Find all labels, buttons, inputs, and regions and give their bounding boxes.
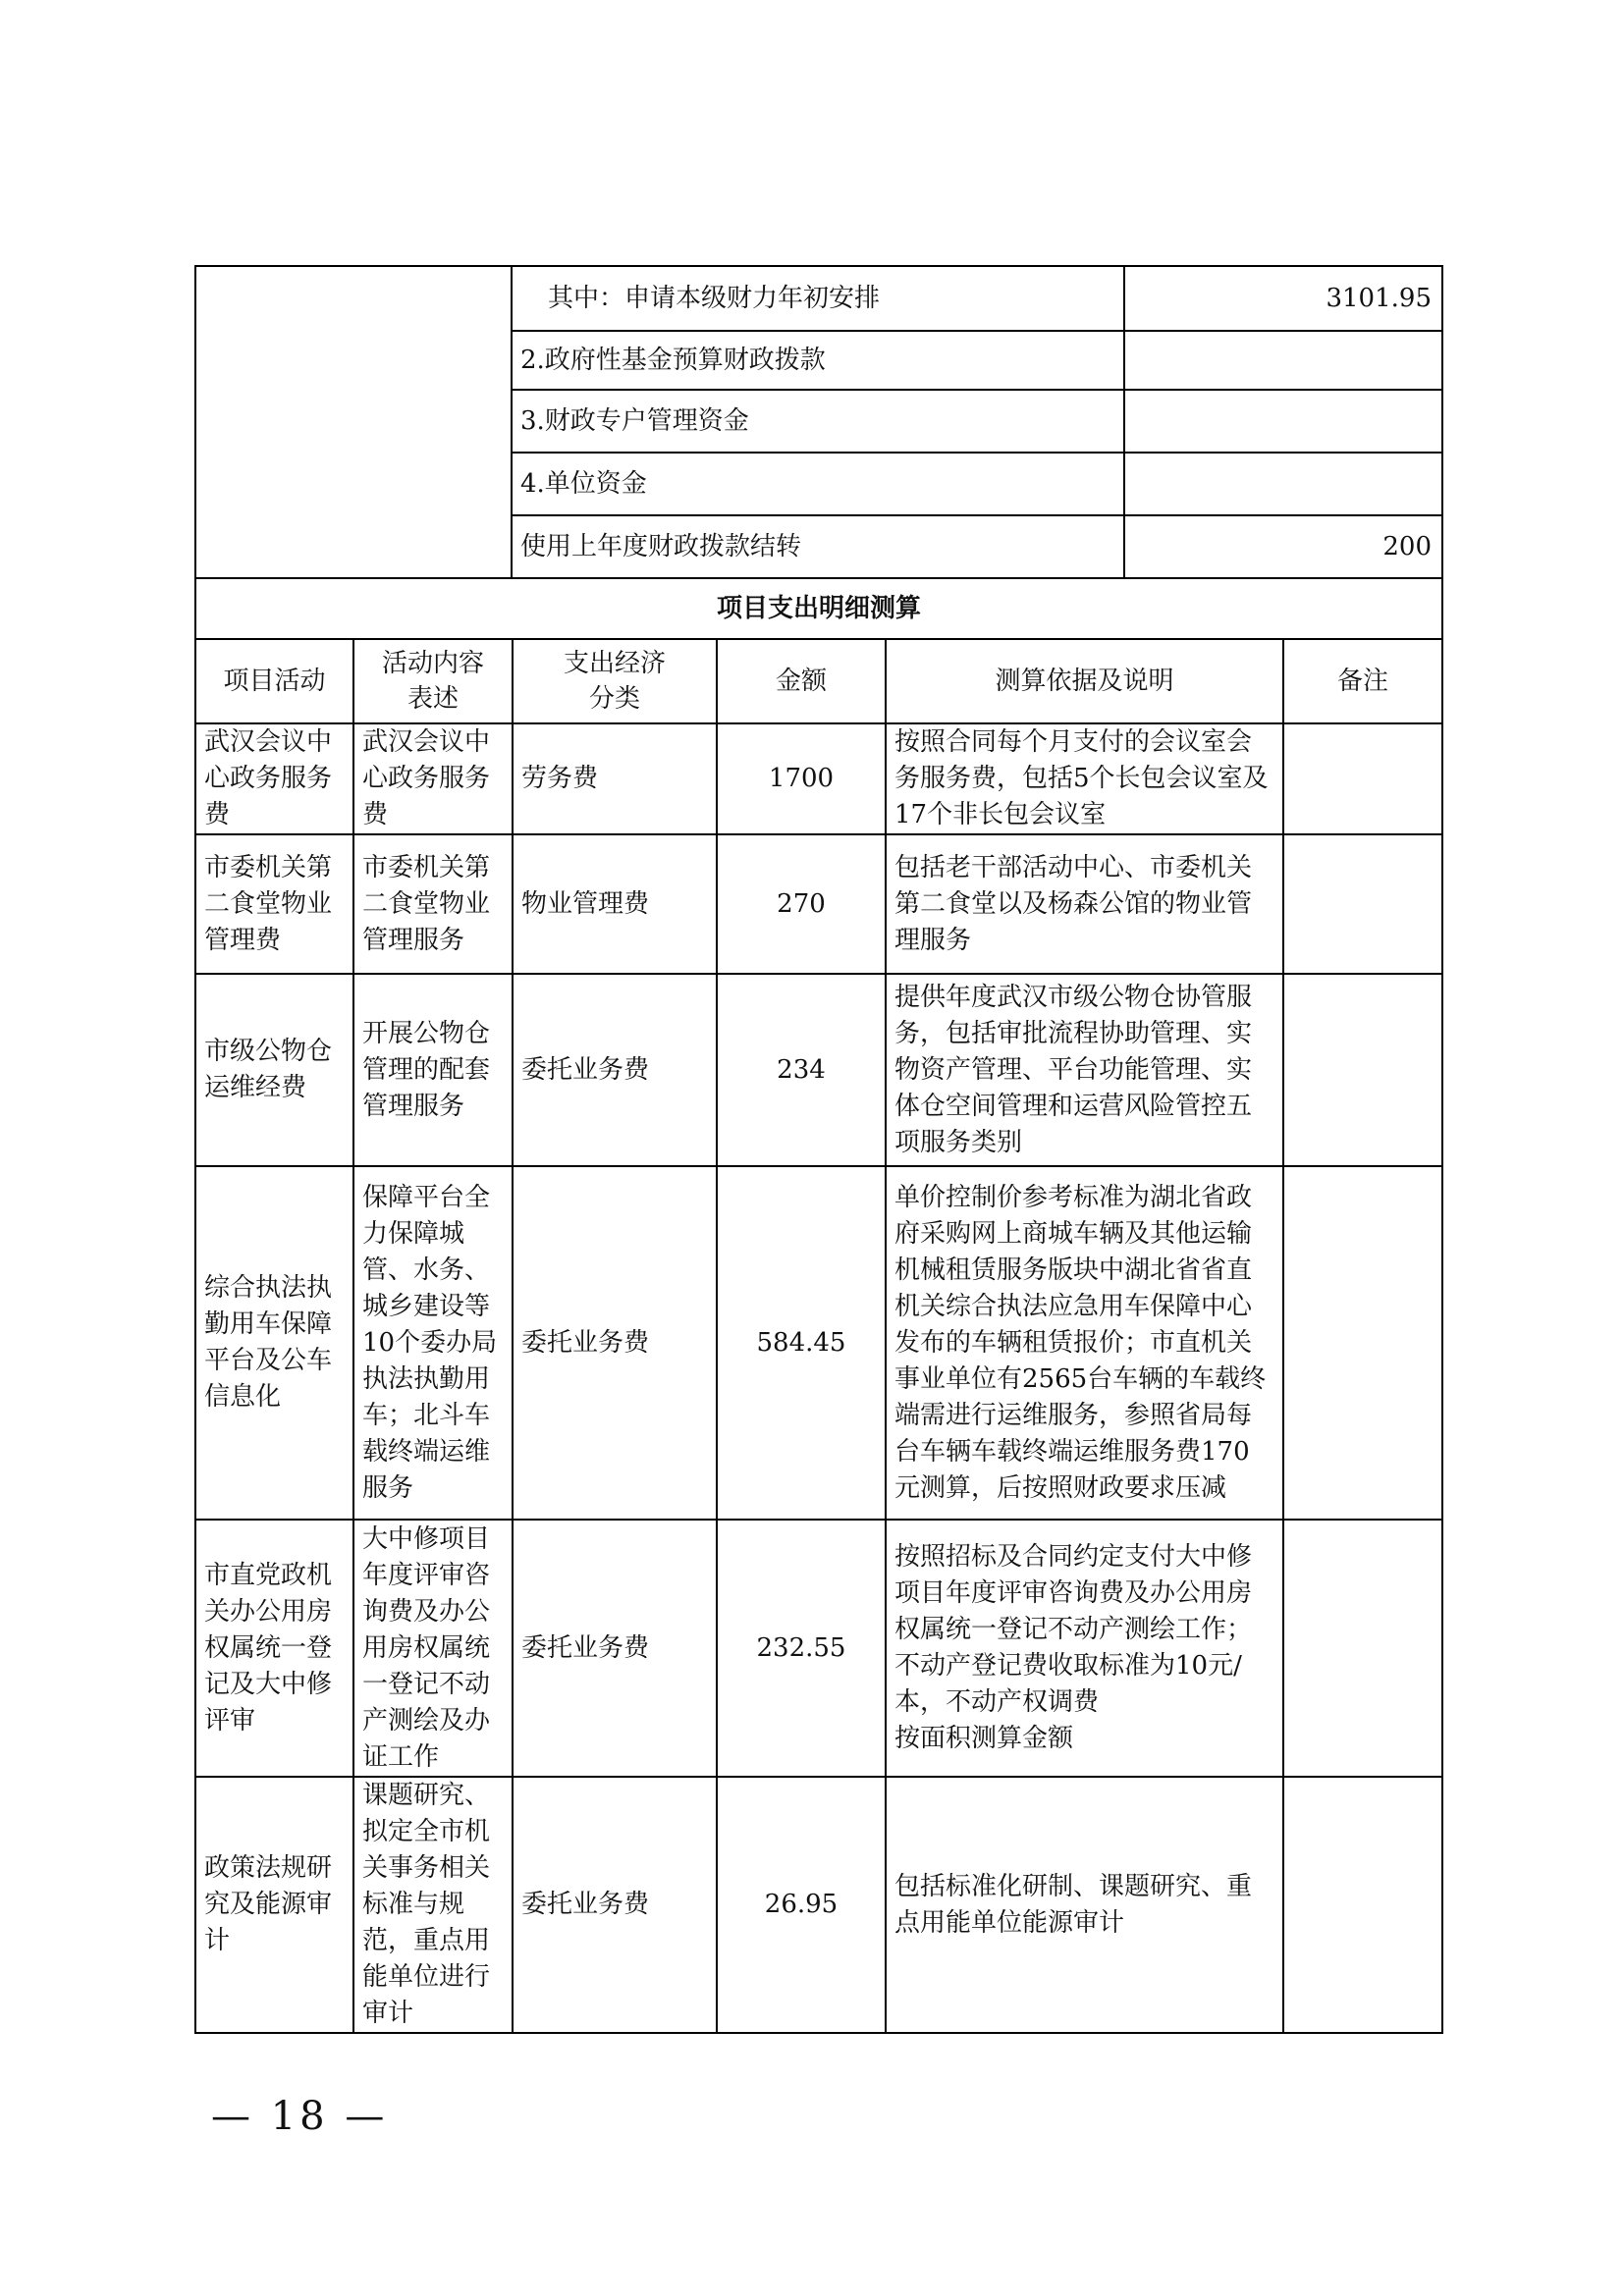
column-header: 测算依据及说明 bbox=[886, 639, 1283, 723]
basis-cell: 按照合同每个月支付的会议室会务服务费，包括5个长包会议室及17个非长包会议室 bbox=[886, 723, 1283, 834]
column-header: 备注 bbox=[1283, 639, 1442, 723]
header-line: 活动内容 bbox=[381, 649, 484, 678]
econ-class-cell: 物业管理费 bbox=[513, 834, 717, 974]
activity-desc-cell: 市委机关第二食堂物业管理服务 bbox=[353, 834, 513, 974]
basis-cell: 包括标准化研制、课题研究、重点用能单位能源审计 bbox=[886, 1777, 1283, 2033]
funding-label: 4.单位资金 bbox=[512, 453, 1124, 515]
amount-cell: 234 bbox=[717, 974, 886, 1166]
column-header: 项目活动 bbox=[195, 639, 353, 723]
econ-class-cell: 委托业务费 bbox=[513, 1777, 717, 2033]
funding-table bbox=[194, 265, 1443, 579]
activity-desc-cell: 武汉会议中心政务服务费 bbox=[353, 723, 513, 834]
page-number: — 18 — bbox=[211, 2094, 389, 2139]
header-row bbox=[195, 639, 1442, 723]
note-cell bbox=[1283, 1166, 1442, 1520]
note-cell bbox=[1283, 974, 1442, 1166]
activity-desc-cell: 大中修项目年度评审咨询费及办公用房权属统一登记不动产测绘及办证工作 bbox=[353, 1520, 513, 1777]
table-row bbox=[195, 1520, 1442, 1777]
section-title-row bbox=[195, 578, 1442, 639]
econ-class-cell: 委托业务费 bbox=[513, 1520, 717, 1777]
basis-text: 按照招标及合同约定支付大中修项目年度评审咨询费及办公用房权属统一登记不动产测绘工作；不动产登记费收取标准为10元/本，不动产权调费 bbox=[894, 1542, 1253, 1717]
note-cell bbox=[1283, 1777, 1442, 2033]
basis-cell: 包括老干部活动中心、市委机关第二食堂以及杨森公馆的物业管理服务 bbox=[886, 834, 1283, 974]
amount-cell: 232.55 bbox=[717, 1520, 886, 1777]
note-cell bbox=[1283, 723, 1442, 834]
basis-text: 按面积测算金额 bbox=[894, 1724, 1074, 1753]
funding-amount: 200 bbox=[1124, 515, 1442, 578]
funding-amount bbox=[1124, 331, 1442, 390]
funding-label: 其中：申请本级财力年初安排 bbox=[512, 266, 1124, 331]
funding-amount: 3101.95 bbox=[1124, 266, 1442, 331]
table-row bbox=[195, 974, 1442, 1166]
header-line: 表述 bbox=[406, 684, 459, 714]
econ-class-cell: 劳务费 bbox=[513, 723, 717, 834]
header-line: 支出经济 bbox=[563, 649, 666, 678]
column-header bbox=[513, 639, 717, 723]
econ-class-cell: 委托业务费 bbox=[513, 974, 717, 1166]
activity-cell: 市委机关第二食堂物业管理费 bbox=[195, 834, 353, 974]
econ-class-cell: 委托业务费 bbox=[513, 1166, 717, 1520]
funding-amount bbox=[1124, 390, 1442, 453]
activity-desc-cell: 保障平台全力保障城管、水务、城乡建设等10个委办局执法执勤用车；北斗车载终端运维服务 bbox=[353, 1166, 513, 1520]
activity-desc-cell: 开展公物仓管理的配套管理服务 bbox=[353, 974, 513, 1166]
amount-cell: 1700 bbox=[717, 723, 886, 834]
merged-blank-cell bbox=[195, 266, 512, 578]
note-cell bbox=[1283, 834, 1442, 974]
table-row bbox=[195, 1166, 1442, 1520]
activity-cell: 综合执法执勤用车保障平台及公车信息化 bbox=[195, 1166, 353, 1520]
activity-cell: 政策法规研究及能源审计 bbox=[195, 1777, 353, 2033]
amount-cell: 26.95 bbox=[717, 1777, 886, 2033]
basis-cell bbox=[886, 1520, 1283, 1777]
header-line: 分类 bbox=[588, 684, 640, 714]
funding-label: 使用上年度财政拨款结转 bbox=[512, 515, 1124, 578]
activity-desc-cell: 课题研究、拟定全市机关事务相关标准与规范，重点用能单位进行审计 bbox=[353, 1777, 513, 2033]
note-cell bbox=[1283, 1520, 1442, 1777]
activity-cell: 市级公物仓运维经费 bbox=[195, 974, 353, 1166]
funding-row bbox=[195, 266, 1442, 331]
column-header bbox=[353, 639, 513, 723]
column-header: 金额 bbox=[717, 639, 886, 723]
amount-cell: 270 bbox=[717, 834, 886, 974]
funding-label: 3.财政专户管理资金 bbox=[512, 390, 1124, 453]
table-row bbox=[195, 834, 1442, 974]
table-row bbox=[195, 723, 1442, 834]
activity-cell: 武汉会议中心政务服务费 bbox=[195, 723, 353, 834]
amount-cell: 584.45 bbox=[717, 1166, 886, 1520]
table-row bbox=[195, 1777, 1442, 2033]
detail-table bbox=[194, 577, 1443, 2034]
section-title: 项目支出明细测算 bbox=[195, 578, 1442, 639]
funding-label: 2.政府性基金预算财政拨款 bbox=[512, 331, 1124, 390]
activity-cell: 市直党政机关办公用房权属统一登记及大中修评审 bbox=[195, 1520, 353, 1777]
funding-amount bbox=[1124, 453, 1442, 515]
basis-cell: 单价控制价参考标准为湖北省政府采购网上商城车辆及其他运输机械租赁服务版块中湖北省省直机关综合执法应急用车保障中心发布的车辆租赁报价；市直机关事业单位有2565台车辆的车载终端需进行运维服务，参照省局每台车辆车载终端运维服务费170元测算，后按照财政要求压减 bbox=[886, 1166, 1283, 1520]
basis-cell: 提供年度武汉市级公物仓协管服务，包括审批流程协助管理、实物资产管理、平台功能管理、实体仓空间管理和运营风险管控五项服务类别 bbox=[886, 974, 1283, 1166]
